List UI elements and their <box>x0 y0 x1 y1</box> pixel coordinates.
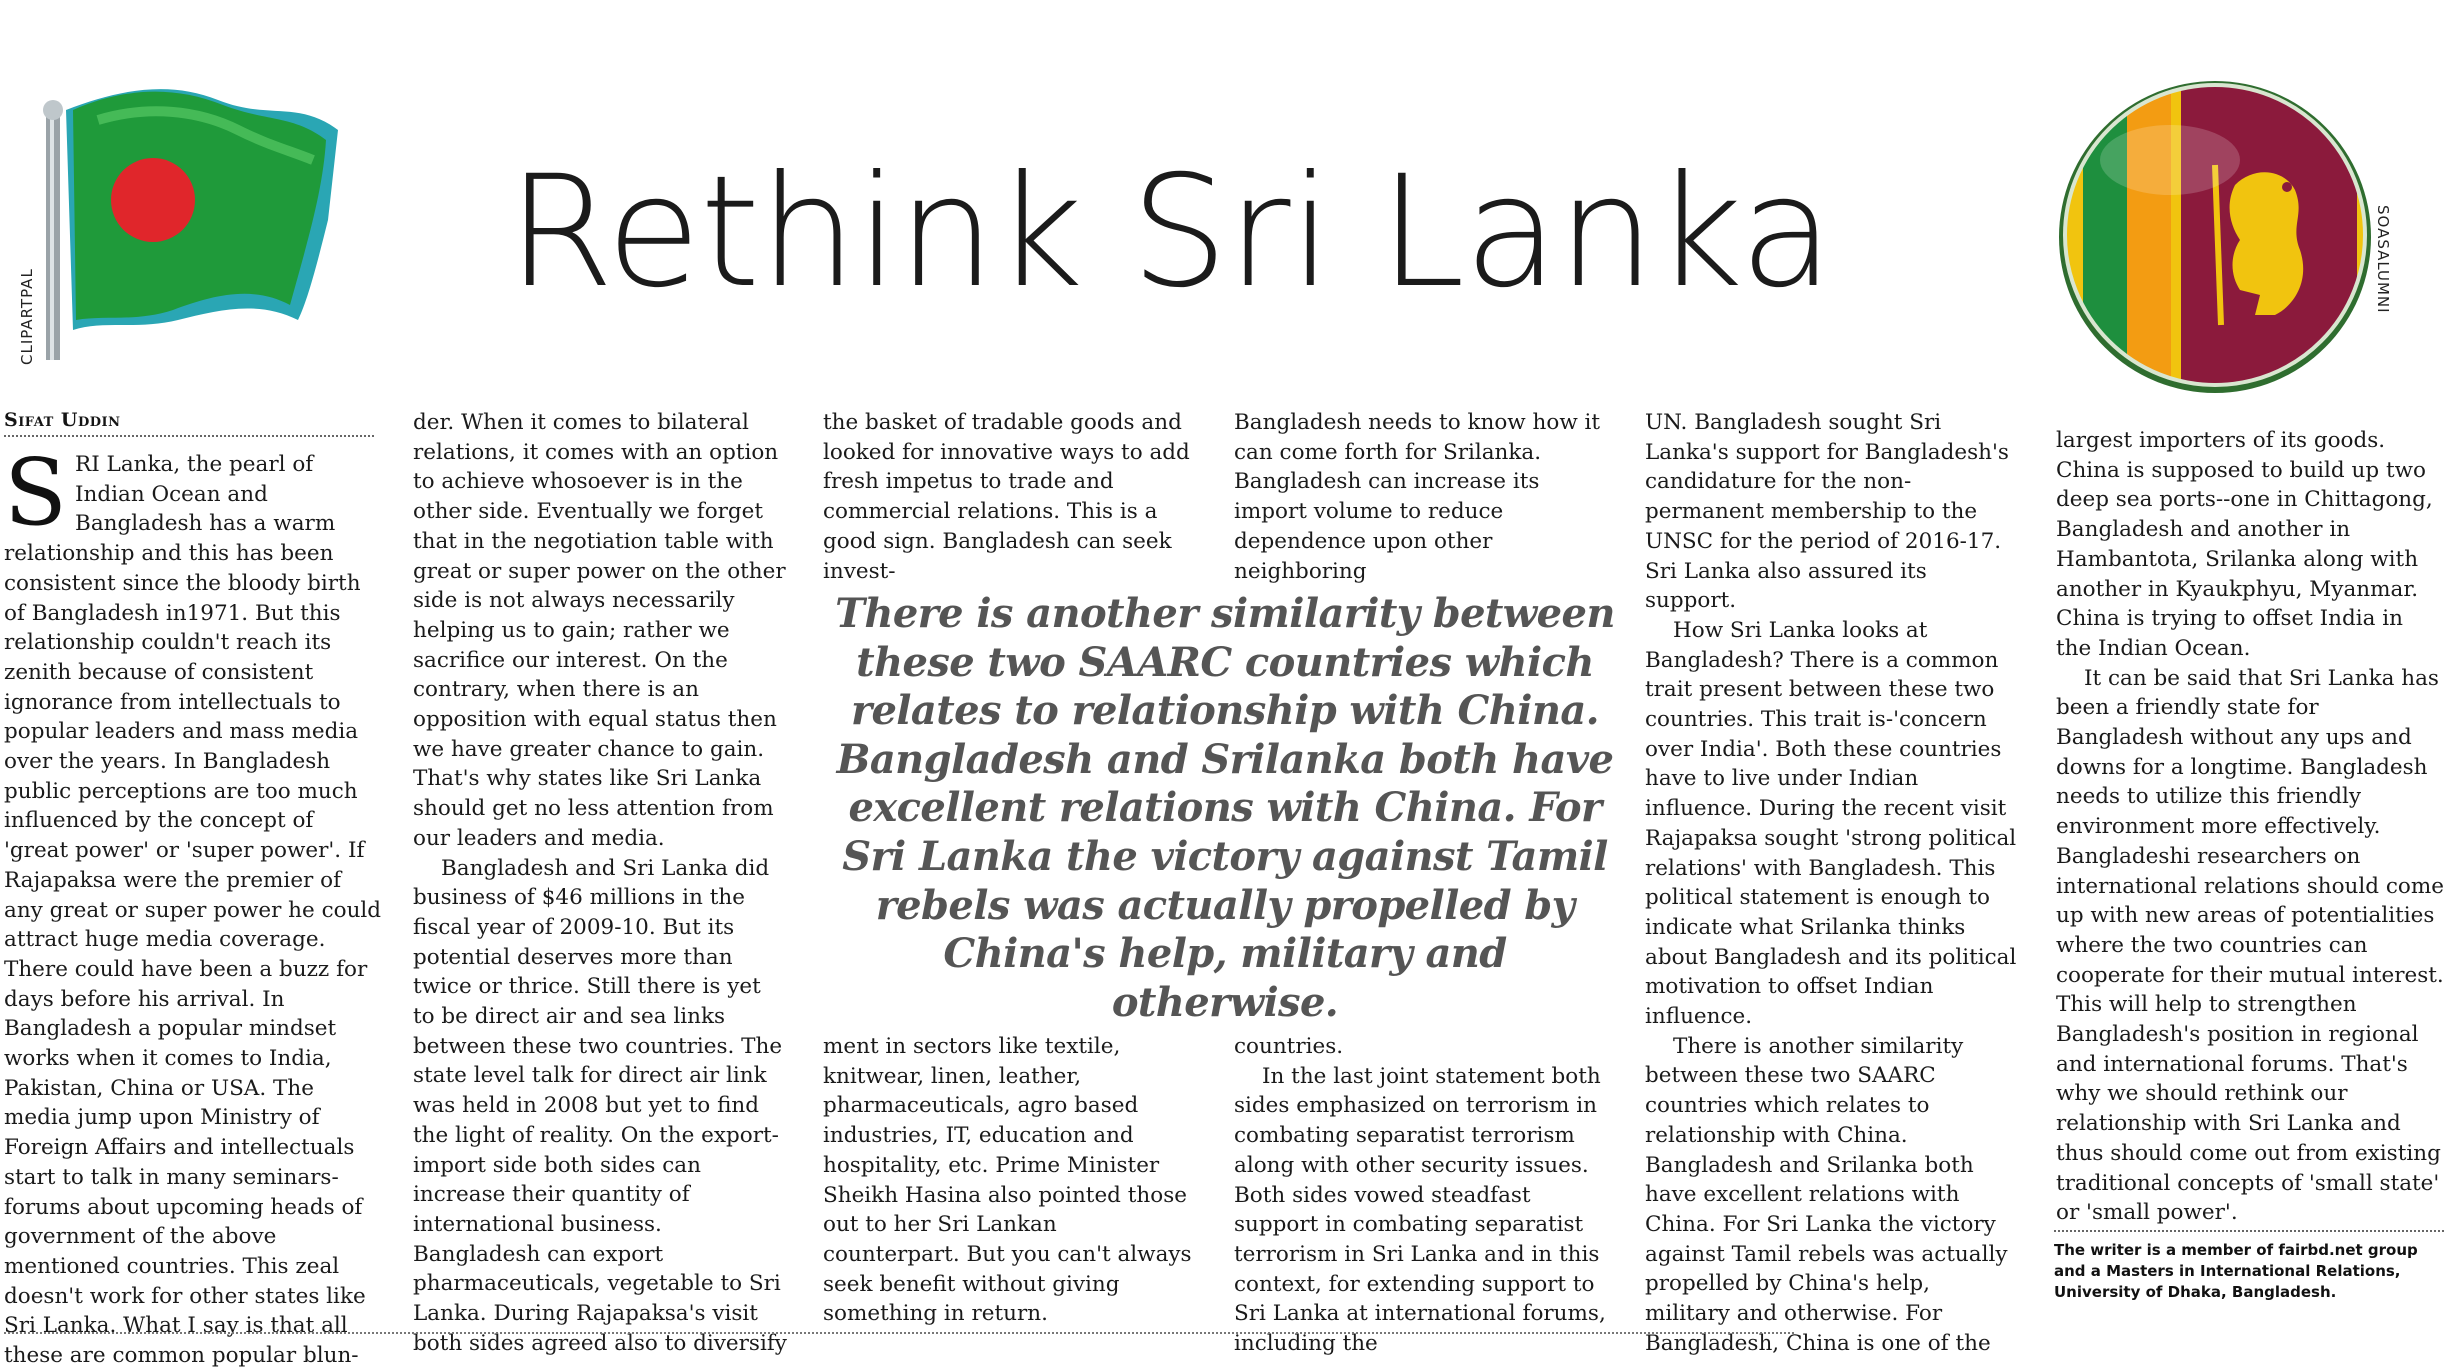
article-column-3-bottom <box>823 1032 1198 1329</box>
article-column-1 <box>4 439 382 1371</box>
body-paragraph: der. When it comes to bilateral relations, it comes with an option to achieve whosoever is in the other side. Eventually we forget that in the negotiation table with great or super power on the other side is not always necessarily helping us to gain; rather we sacrifice our interest. On the contrary, when there is an opposition with equal status then we have greater chance to gain. That's why states like Sri Lanka should get no less attention from our leaders and media. <box>413 410 786 851</box>
writer-note: The writer is a member of fairbd.net group and a Masters in International Relations, University of Dhaka, Bangladesh. <box>2054 1230 2444 1303</box>
body-paragraph: In the last joint statement both sides emphasized on terrorism in combating separatist terrorism along with other security issues. Both sides vowed steadfast support in combating separatist terrorism in Sri Lanka and in this context, for extending support to Sri Lanka at international forums, including the <box>1234 1063 1606 1357</box>
article-column-3-top <box>823 408 1198 586</box>
body-paragraph: There is another similarity between these two SAARC countries which relates to relationship with China. Bangladesh and Srilanka both have excellent relations with China. For Sri Lanka the victory against Tamil rebels was actually propelled by China's help, military and otherwise. For Bangladesh, China is one of the <box>1645 1033 2008 1356</box>
body-paragraph: Bangladesh needs to know how it can come forth for Srilanka. Bangladesh can increase its import volume to reduce dependence upon other neighboring <box>1234 410 1601 584</box>
photo-credit-left: CLIPARTPAL <box>18 268 36 365</box>
pull-quote: There is another similarity between these two SAARC countries which relates to relationship with China. Bangladesh and Srilanka both have excellent relations with China. For Sri Lanka the victory against Tamil rebels was actually propelled by China's help, military and otherwise. <box>835 590 1615 1026</box>
body-paragraph: countries. <box>1234 1034 1344 1059</box>
article-column-5 <box>1645 408 2020 1359</box>
headline: Rethink Sri Lanka <box>507 143 1833 322</box>
body-paragraph: ment in sectors like textile, knitwear, linen, leather, pharmaceuticals, agro based industries, IT, education and hospitality, etc. Prime Minister Sheikh Hasina also pointed those out to her Sri Lankan counterpart. But you can't always seek benefit without giving something in return. <box>823 1034 1192 1327</box>
article-column-6 <box>2056 426 2444 1228</box>
bangladesh-flag-illustration <box>28 70 348 360</box>
body-paragraph: UN. Bangladesh sought Sri Lanka's support for Bangladesh's candidature for the non-permanent membership to the UNSC for the period of 2016-17. Sri Lanka also assured its support. <box>1645 410 2009 614</box>
body-paragraph: largest importers of its goods. China is supposed to build up two deep sea ports--one in Chittagong, Bangladesh and another in Hambantota, Srilanka along with another in Kyaukphyu, Myanmar. China is trying to offset India in the Indian Ocean. <box>2056 428 2433 661</box>
body-paragraph: SRI Lanka, the pearl of Indian Ocean and Bangladesh has a warm relationship and this has been consistent since the bloody birth of Bangladesh in1971. But this relationship couldn't reach its zenith because of consistent ignorance from intellectuals to popular leaders and mass media over the years. In Bangladesh public perceptions are too much influenced by the concept of 'great power' or 'super power'. If Rajapaksa were the premier of any great or super power he could attract huge media coverage. There could have been a buzz for days before his arrival. In Bangladesh a popular mindset works when it comes to India, Pakistan, China or USA. The media jump upon Ministry of Foreign Affairs and intellectuals start to talk in many seminars-forums about upcoming heads of government of the above mentioned countries. This zeal doesn't work for other states like Sri Lanka. What I say is that all these are common popular blun- <box>4 439 382 1369</box>
drop-cap: S <box>4 439 68 546</box>
body-paragraph: the basket of tradable goods and looked for innovative ways to add fresh impetus to trade and commercial relations. This is a good sign. Bangladesh can seek invest- <box>823 410 1190 584</box>
body-paragraph: Bangladesh and Sri Lanka did business of $46 millions in the fiscal year of 2009-10. But its potential deserves more than twice or thrice. Still there is yet to be direct air and sea links between these two countries. The state level talk for direct air link was held in 2008 but yet to find the light of reality. On the export-import side both sides can increase their quantity of international business. Bangladesh can export pharmaceuticals, vegetable to Sri Lanka. During Rajapaksa's visit both sides agreed also to diversify <box>413 855 787 1356</box>
body-paragraph: How Sri Lanka looks at Bangladesh? There is a common trait present between these two countries. This trait is-'concern over India'. Both these countries have to live under Indian influence. During the recent visit Rajapaksa sought 'strong political relations' with Bangladesh. This political statement is enough to indicate what Srilanka thinks about Bangladesh and its political motivation to offset Indian influence. <box>1645 617 2017 1030</box>
byline: Sifat Uddin <box>4 409 374 437</box>
body-paragraph: It can be said that Sri Lanka has been a friendly state for Bangladesh without any ups and downs for a longtime. Bangladesh needs to utilize this friendly environment more effectively. Bangladeshi researchers on international relations should come up with new areas of potentialities where the two countries can cooperate for their mutual interest. This will help to strengthen Bangladesh's position in regional and international forums. That's why we should rethink our relationship with Sri Lanka and thus should come out from existing traditional concepts of 'small state' or 'small power'. <box>2056 665 2444 1226</box>
photo-credit-right: SOASALUMNI <box>2374 205 2392 314</box>
bottom-divider <box>4 1332 1794 1334</box>
article-column-2 <box>413 408 788 1359</box>
sri-lanka-flag-illustration <box>2055 75 2375 395</box>
article-column-4-bottom <box>1234 1032 1609 1359</box>
article-column-4-top <box>1234 408 1609 586</box>
